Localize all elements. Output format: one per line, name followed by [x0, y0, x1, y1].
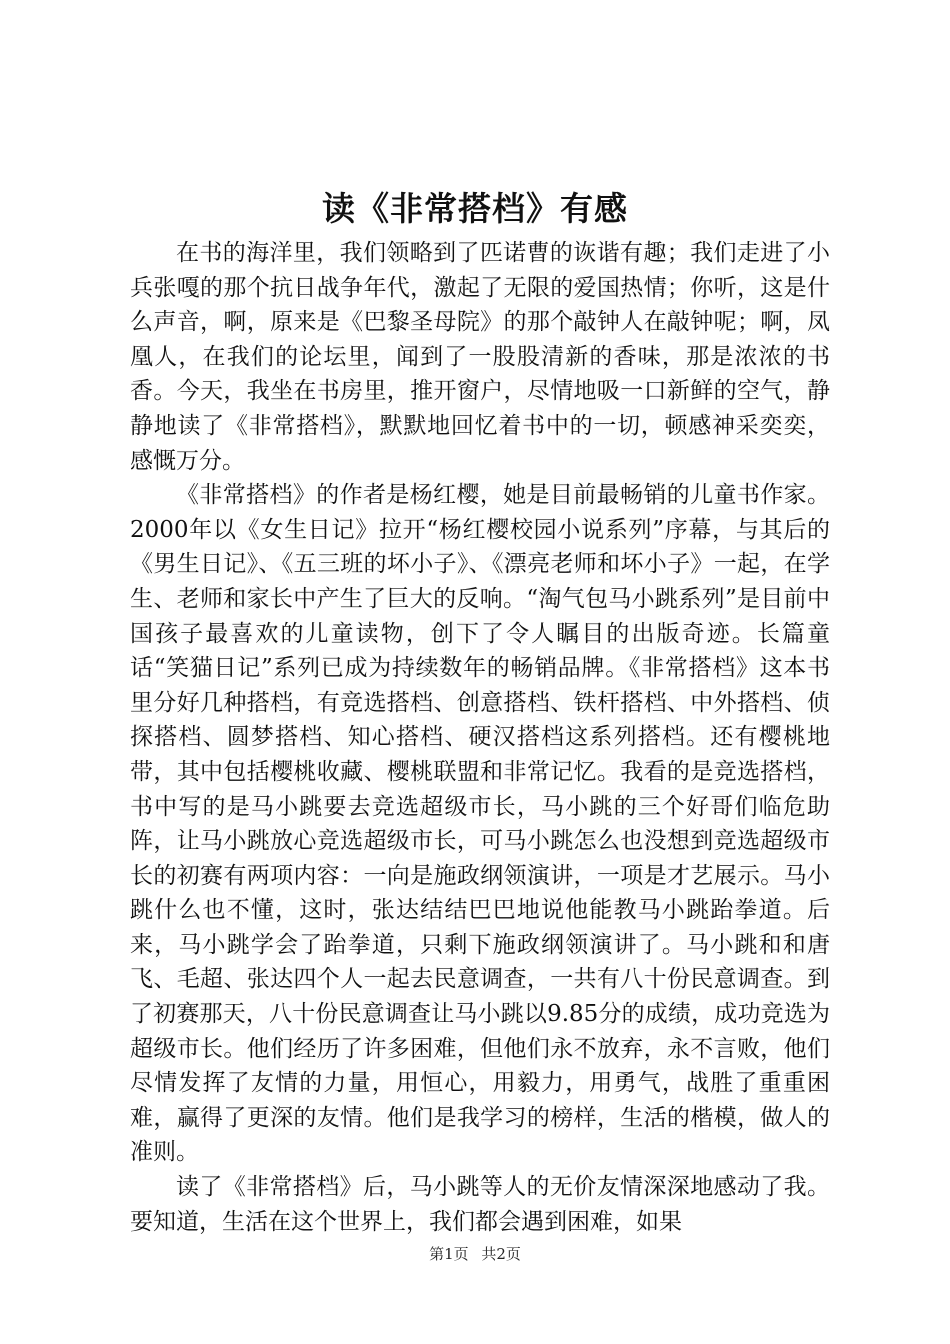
paragraph: 在书的海洋里，我们领略到了匹诺曹的诙谐有趣；我们走进了小兵张嘎的那个抗日战争年代，激起了无限的爱国热情；你听，这是什么声音，啊，原来是《巴黎圣母院》的那个敲钟人在敲钟呢；啊，凤凰人，在我们的论坛里，闻到了一股股清新的香味，那是浓浓的书香。今天，我坐在书房里，推开窗户，尽情地吸一口新鲜的空气，静静地读了《非常搭档》，默默地回忆着书中的一切，顿感神采奕奕，感慨万分。 — [130, 240, 830, 474]
paragraph: 读了《非常搭档》后，马小跳等人的无价友情深深地感动了我。要知道，生活在这个世界上，我们都会遇到困难，如果 — [130, 1174, 830, 1235]
document-title: 读《非常搭档》有感 — [322, 189, 628, 228]
document-body — [130, 236, 830, 1239]
page-total: 共2页 — [481, 1245, 521, 1263]
page-number: 第1页 — [429, 1245, 469, 1263]
page-footer — [0, 1242, 950, 1266]
paragraph: 《非常搭档》的作者是杨红樱，她是目前最畅销的儿童书作家。2000年以《女生日记》拉开“杨红樱校园小说系列”序幕，与其后的《男生日记》、《五三班的坏小子》、《漂亮老师和坏小子》一起，在学生、老师和家长中产生了巨大的反响。“淘气包马小跳系列”是目前中国孩子最喜欢的儿童读物，创下了令人瞩目的出版奇迹。长篇童话“笑猫日记”系列已成为持续数年的畅销品牌。《非常搭档》这本书里分好几种搭档，有竞选搭档、创意搭档、铁杆搭档、中外搭档、侦探搭档、圆梦搭档、知心搭档、硬汉搭档这系列搭档。还有樱桃地带，其中包括樱桃收藏、樱桃联盟和非常记忆。我看的是竞选搭档，书中写的是马小跳要去竞选超级市长，马小跳的三个好哥们临危助阵，让马小跳放心竞选超级市长，可马小跳怎么也没想到竞选超级市长的初赛有两项内容：一向是施政纲领演讲，一项是才艺展示。马小跳什么也不懂，这时，张达结结巴巴地说他能教马小跳跆拳道。后来，马小跳学会了跆拳道，只剩下施政纲领演讲了。马小跳和和唐飞、毛超、张达四个人一起去民意调查，一共有八十份民意调查。到了初赛那天，八十份民意调查让马小跳以9.85分的成绩，成功竞选为超级市长。他们经历了许多困难，但他们永不放弃，永不言败，他们尽情发挥了友情的力量，用恒心，用毅力，用勇气，战胜了重重困难，赢得了更深的友情。他们是我学习的榜样，生活的楷模，做人的准则。 — [130, 482, 830, 1166]
